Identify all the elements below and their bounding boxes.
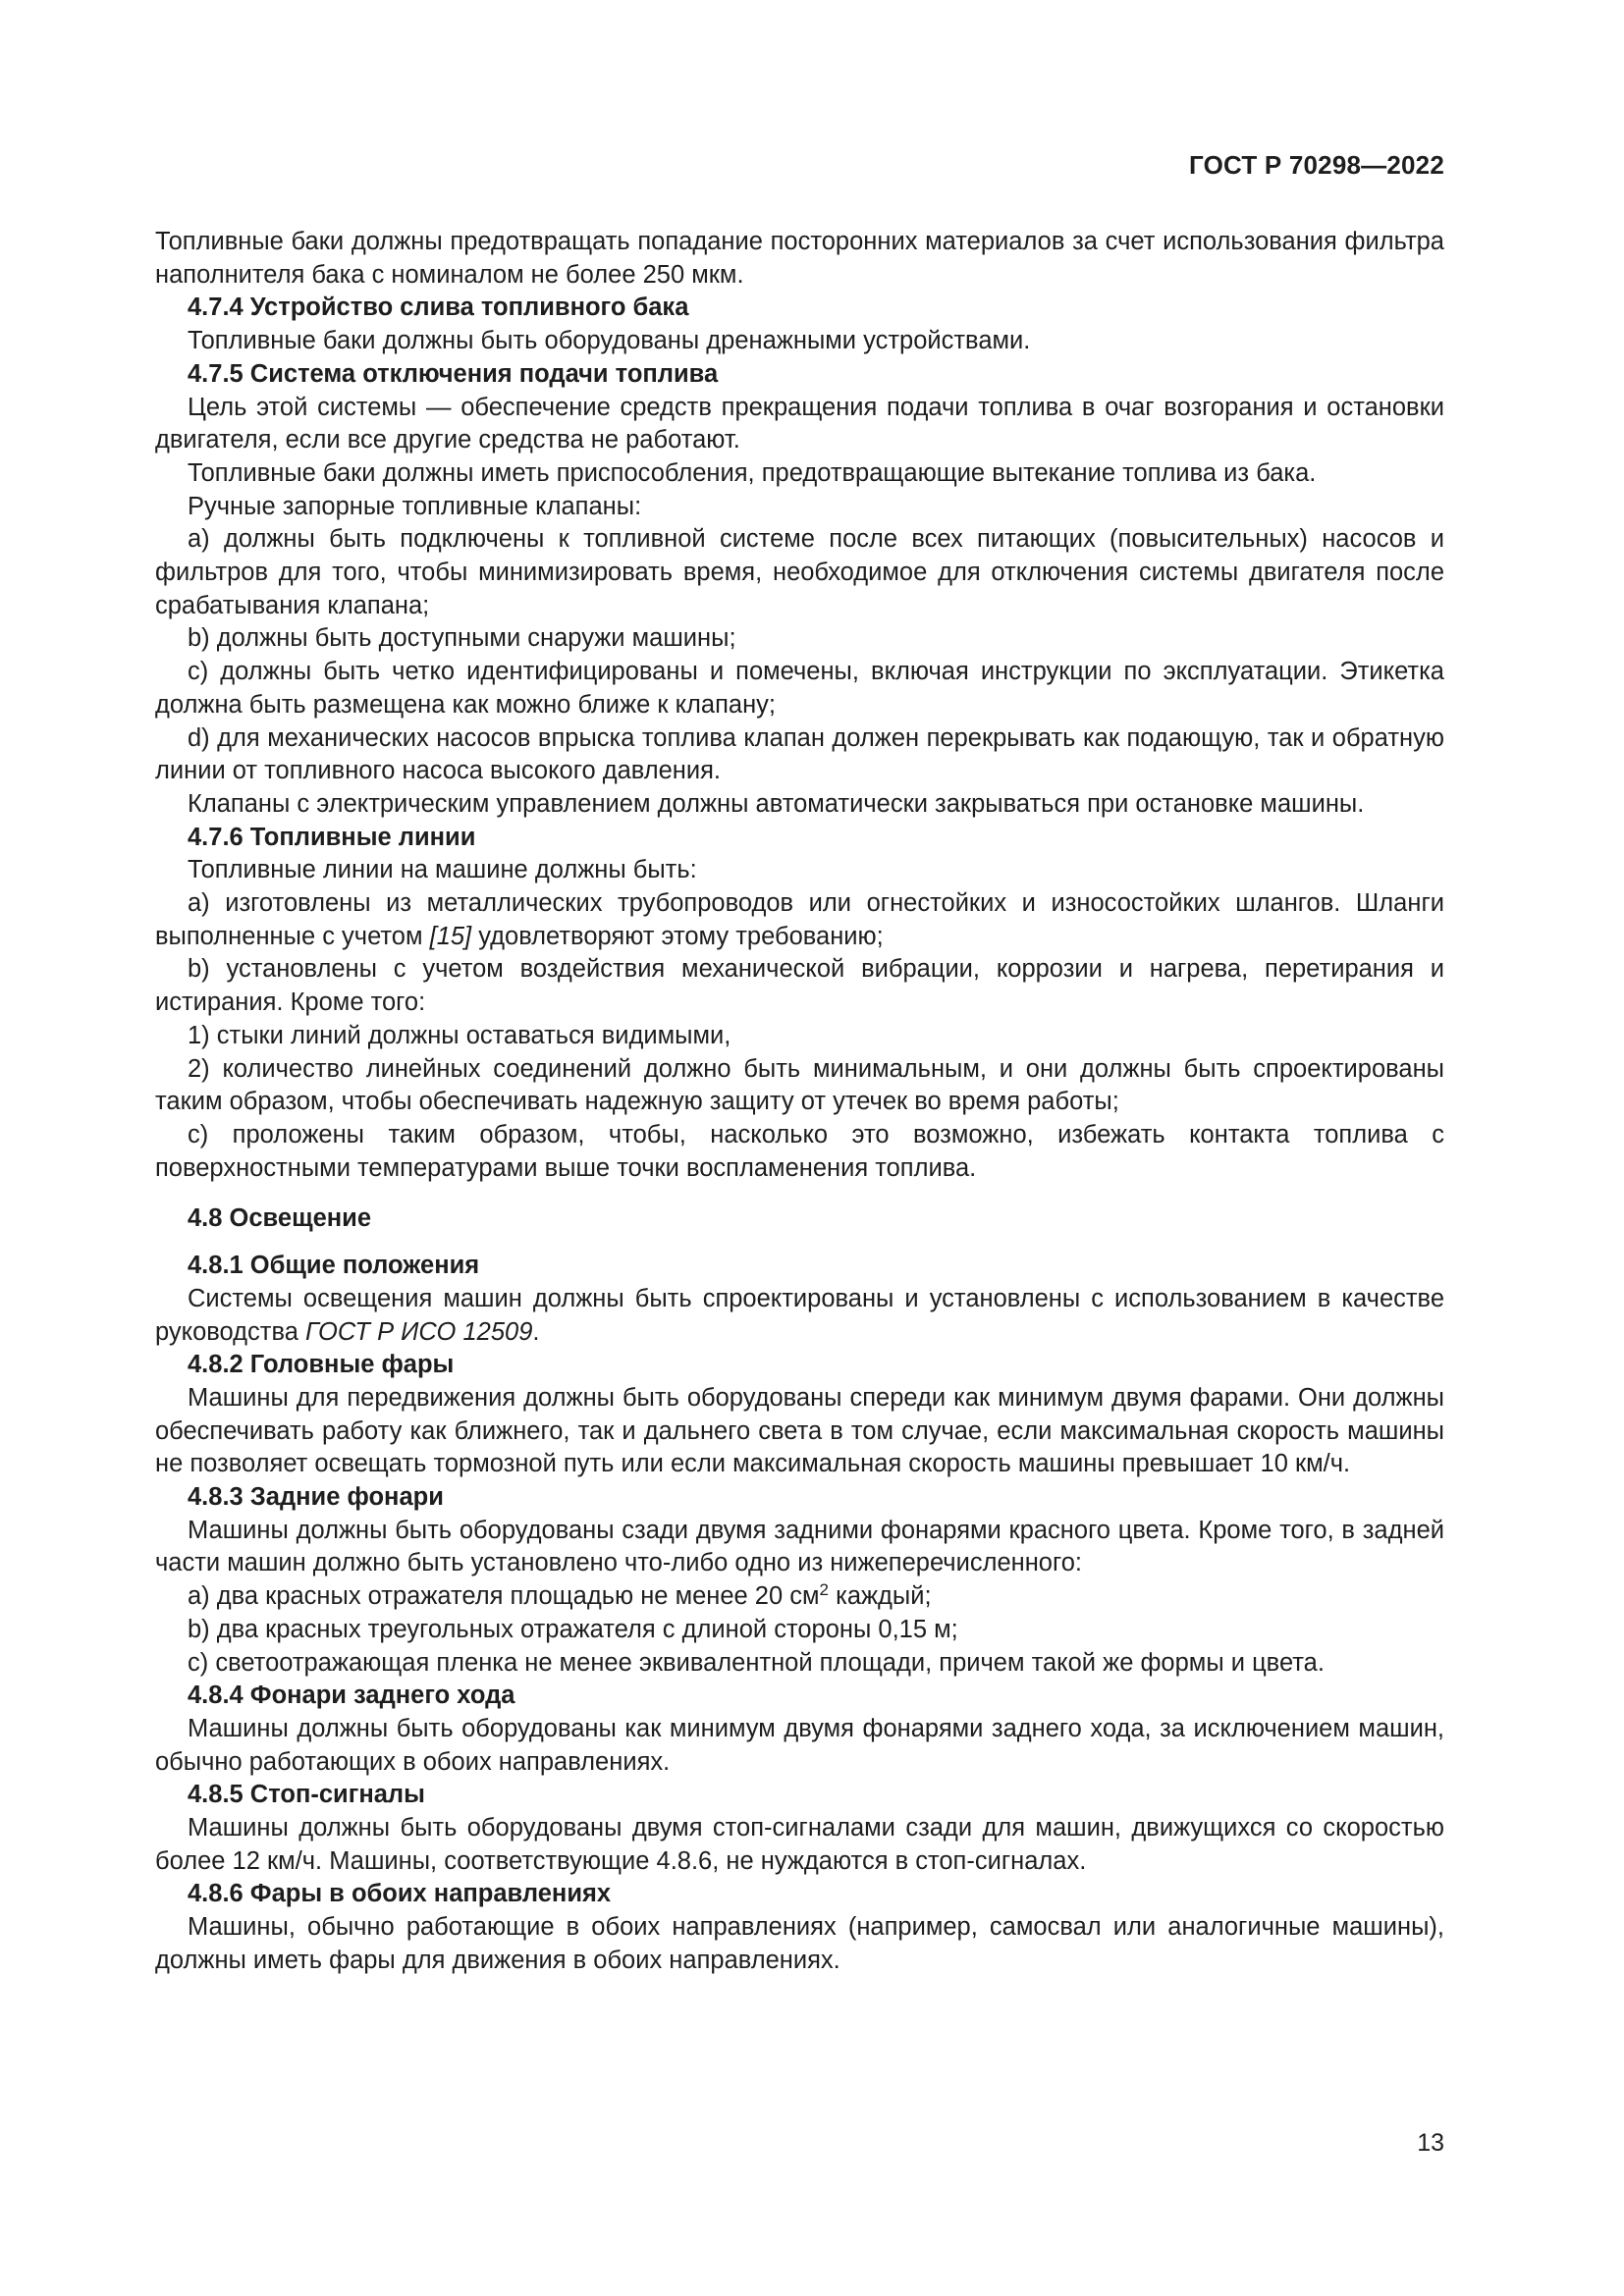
heading-4-7-4: 4.7.4 Устройство слива топливного бака	[188, 294, 689, 322]
list-item-text: удовлетворяют этому требованию;	[471, 922, 884, 950]
paragraph: Ручные запорные топливные клапаны:	[188, 492, 642, 520]
list-item-text: а) два красных отражателя площадью не менее 20 см	[188, 1582, 820, 1611]
heading-4-8-1: 4.8.1 Общие положения	[188, 1252, 480, 1280]
list-item: b) должны быть доступными снаружи машины;	[188, 624, 736, 653]
paragraph-text: .	[532, 1317, 540, 1346]
heading-4-8-6: 4.8.6 Фары в обоих направлениях	[188, 1880, 612, 1908]
paragraph: Топливные баки должны предотвращать попадание посторонних материалов за счет использования фильтра наполнителя бака с номиналом не более 250 мкм.	[155, 228, 1444, 289]
paragraph: Машины должны быть оборудованы сзади двумя задними фонарями красного цвета. Кроме того, в задней части машин должно быть установлено что-либо одно из нижеперечисленного:	[155, 1516, 1444, 1577]
document-code-header: ГОСТ Р 70298—2022	[1189, 150, 1444, 180]
paragraph: Машины должны быть оборудованы как минимум двумя фонарями заднего хода, за исключением машин, обычно работающих в обоих направлениях.	[155, 1714, 1444, 1776]
list-item	[155, 1580, 1444, 1614]
paragraph: Цель этой системы — обеспечение средств прекращения подачи топлива в очаг возгорания и остановки двигателя, если все другие средства не работают.	[155, 393, 1444, 454]
paragraph: Машины, обычно работающие в обоих направлениях (например, самосвал или аналогичные машины), должны иметь фары для движения в обоих направлениях.	[155, 1913, 1444, 1974]
paragraph: Топливные линии на машине должны быть:	[188, 856, 697, 884]
paragraph: Машины должны быть оборудованы двумя стоп-сигналами сзади для машин, движущихся со скоростью более 12 км/ч. Машины, соответствующие 4.8.6, не нуждаются в стоп-сигналах.	[155, 1814, 1444, 1875]
document-body	[155, 226, 1444, 1978]
list-item: b) установлены с учетом воздействия механической вибрации, коррозии и нагрева, перетирания и истирания. Кроме того:	[155, 955, 1444, 1017]
list-item: c) светоотражающая пленка не менее эквивалентной площади, причем такой же формы и цвета.	[188, 1648, 1325, 1677]
paragraph: Топливные баки должны иметь приспособления, предотвращающие вытекание топлива из бака.	[188, 458, 1317, 487]
paragraph: Машины для передвижения должны быть оборудованы спереди как минимум двумя фарами. Они должны обеспечивать работу как ближнего, так и дальнего света в том случае, если максимальная скорость машины не позволяет освещать тормозной путь или если максимальная скорость машины превышает 10 км/ч.	[155, 1383, 1444, 1478]
list-item-text: каждый;	[829, 1582, 932, 1611]
list-item: c) проложены таким образом, чтобы, насколько это возможно, избежать контакта топлива с поверхностными температурами выше точки воспламенения топлива.	[155, 1120, 1444, 1182]
list-item: b) два красных треугольных отражателя с длиной стороны 0,15 м;	[188, 1615, 958, 1643]
list-item	[155, 887, 1444, 953]
bibliography-reference: [15]	[429, 922, 472, 950]
heading-4-8-2: 4.8.2 Головные фары	[188, 1351, 455, 1379]
list-item: 2) количество линейных соединений должно быть минимальным, и они должны быть спроектированы таким образом, чтобы обеспечивать надежную защиту от утечек во время работы;	[155, 1054, 1444, 1116]
standard-reference: ГОСТ Р ИСО 12509	[305, 1317, 533, 1346]
paragraph-text: Системы освещения машин должны быть спроектированы и установлены с использованием в качестве руководства	[155, 1284, 1444, 1346]
list-item-text: а) изготовлены из металлических трубопроводов или огнестойких и износостойких шлангов. Шланги выполненные с учетом	[155, 889, 1444, 950]
paragraph: Клапаны с электрическим управлением должны автоматически закрываться при остановке машины.	[188, 789, 1365, 818]
list-item: d) для механических насосов впрыска топлива клапан должен перекрывать как подающую, так и обратную линии от топливного насоса высокого давления.	[155, 723, 1444, 785]
paragraph: Топливные баки должны быть оборудованы дренажными устройствами.	[188, 327, 1031, 355]
heading-4-7-6: 4.7.6 Топливные линии	[188, 823, 476, 851]
heading-4-8-4: 4.8.4 Фонари заднего хода	[188, 1682, 515, 1710]
list-item: 1) стыки линий должны оставаться видимыми,	[188, 1021, 731, 1049]
paragraph	[155, 1283, 1444, 1349]
superscript: 2	[819, 1580, 830, 1600]
heading-4-7-5: 4.7.5 Система отключения подачи топлива	[188, 359, 719, 388]
list-item: c) должны быть четко идентифицированы и помечены, включая инструкции по эксплуатации. Этикетка должна быть размещена как можно ближе к клапану;	[155, 658, 1444, 719]
heading-4-8-5: 4.8.5 Стоп-сигналы	[188, 1781, 425, 1809]
heading-4-8-3: 4.8.3 Задние фонари	[188, 1483, 444, 1512]
list-item: а) должны быть подключены к топливной системе после всех питающих (повысительных) насосов и фильтров для того, чтобы минимизировать время, необходимое для отключения системы двигателя после срабатывания клапана;	[155, 525, 1444, 619]
heading-4-8: 4.8 Освещение	[188, 1204, 372, 1233]
page-number: 13	[1417, 2129, 1444, 2157]
